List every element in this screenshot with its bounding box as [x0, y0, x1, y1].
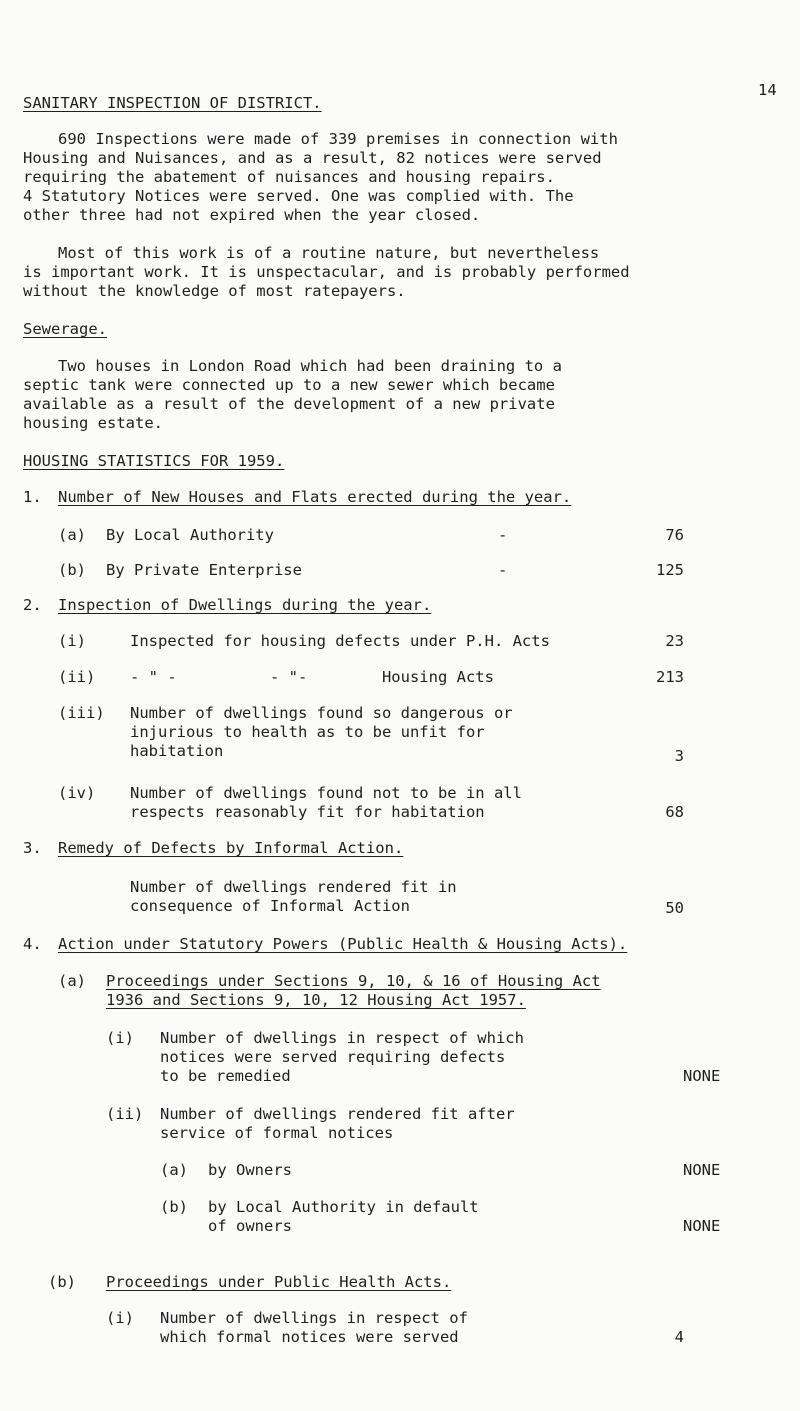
item-value: 4	[674, 1328, 684, 1346]
item-label: (ii)	[58, 668, 96, 686]
item-dash: -	[498, 561, 508, 579]
item-text: Number of dwellings found so dangerous or	[130, 704, 513, 722]
item-label: (a)	[58, 972, 86, 990]
item-text: to be remedied	[160, 1067, 291, 1085]
item-label: (b)	[58, 561, 86, 579]
paragraph-line: Two houses in London Road which had been draining to a	[58, 357, 562, 375]
item-text: - " - - "- Housing Acts	[130, 668, 494, 686]
item-text: Number of dwellings in respect of	[160, 1309, 468, 1327]
section-title: SANITARY INSPECTION OF DISTRICT.	[23, 94, 322, 112]
paragraph-line: Housing and Nuisances, and as a result, 82 notices were served	[23, 149, 602, 167]
item-text: of owners	[208, 1217, 292, 1235]
item-value: NONE	[683, 1217, 721, 1235]
item-text: By Local Authority	[106, 526, 274, 544]
item-text: Number of dwellings rendered fit in	[130, 878, 457, 896]
item-label: (iii)	[58, 704, 105, 722]
paragraph-line: without the knowledge of most ratepayers.	[23, 282, 406, 300]
item-label: (a)	[160, 1161, 188, 1179]
item-text: service of formal notices	[160, 1124, 394, 1142]
item-text: by Owners	[208, 1161, 292, 1179]
paragraph-line: septic tank were connected up to a new sewer which became	[23, 376, 555, 394]
paragraph-line: other three had not expired when the year closed.	[23, 206, 481, 224]
item-text: respects reasonably fit for habitation	[130, 803, 485, 821]
item-value: 125	[656, 561, 684, 579]
item-value: 76	[665, 526, 684, 544]
item-text: Number of dwellings in respect of which	[160, 1029, 524, 1047]
item-label: (i)	[106, 1309, 134, 1327]
section-number: 1.	[23, 488, 42, 506]
section-title: Inspection of Dwellings during the year.	[58, 596, 432, 614]
item-value: NONE	[683, 1161, 721, 1179]
item-text: By Private Enterprise	[106, 561, 302, 579]
section-number: 2.	[23, 596, 42, 614]
item-text: notices were served requiring defects	[160, 1048, 506, 1066]
item-label: (i)	[106, 1029, 134, 1047]
section-number: 3.	[23, 839, 42, 857]
subsection-title: Proceedings under Sections 9, 10, & 16 of Housing Act	[106, 972, 601, 990]
item-value: 213	[656, 668, 684, 686]
subsection-title: Proceedings under Public Health Acts.	[106, 1273, 452, 1291]
paragraph-line: is important work. It is unspectacular, and is probably performed	[23, 263, 630, 281]
item-text: habitation	[130, 742, 224, 760]
item-text: injurious to health as to be unfit for	[130, 723, 485, 741]
item-label: (ii)	[106, 1105, 144, 1123]
item-dash: -	[498, 526, 508, 544]
paragraph-line: housing estate.	[23, 414, 163, 432]
item-label: (i)	[58, 632, 86, 650]
section-number: 4.	[23, 935, 42, 953]
item-text: which formal notices were served	[160, 1328, 459, 1346]
paragraph-line: available as a result of the development of a new private	[23, 395, 555, 413]
item-value: 68	[665, 803, 684, 821]
item-value: NONE	[683, 1067, 721, 1085]
page-number: 14	[758, 81, 777, 99]
paragraph-line: requiring the abatement of nuisances and housing repairs.	[23, 168, 555, 186]
item-label: (b)	[160, 1198, 188, 1216]
item-text: by Local Authority in default	[208, 1198, 479, 1216]
item-text: Number of dwellings rendered fit after	[160, 1105, 515, 1123]
item-text: Inspected for housing defects under P.H. Acts	[130, 632, 550, 650]
subsection-title: 1936 and Sections 9, 10, 12 Housing Act 1957.	[106, 991, 526, 1009]
item-label: (b)	[48, 1273, 76, 1291]
item-value: 23	[665, 632, 684, 650]
paragraph-line: 4 Statutory Notices were served. One was complied with. The	[23, 187, 574, 205]
sewerage-heading: Sewerage.	[23, 320, 107, 338]
section-title: Action under Statutory Powers (Public Health & Housing Acts).	[58, 935, 628, 953]
item-text: Number of dwellings found not to be in all	[130, 784, 522, 802]
item-value: 50	[665, 899, 684, 917]
item-text: consequence of Informal Action	[130, 897, 410, 915]
item-value: 3	[674, 747, 684, 765]
section-title: Number of New Houses and Flats erected during the year.	[58, 488, 572, 506]
section-title: Remedy of Defects by Informal Action.	[58, 839, 404, 857]
housing-statistics-heading: HOUSING STATISTICS FOR 1959.	[23, 452, 285, 470]
paragraph-line: 690 Inspections were made of 339 premises in connection with	[58, 130, 618, 148]
item-label: (a)	[58, 526, 86, 544]
item-label: (iv)	[58, 784, 96, 802]
paragraph-line: Most of this work is of a routine nature, but nevertheless	[58, 244, 600, 262]
